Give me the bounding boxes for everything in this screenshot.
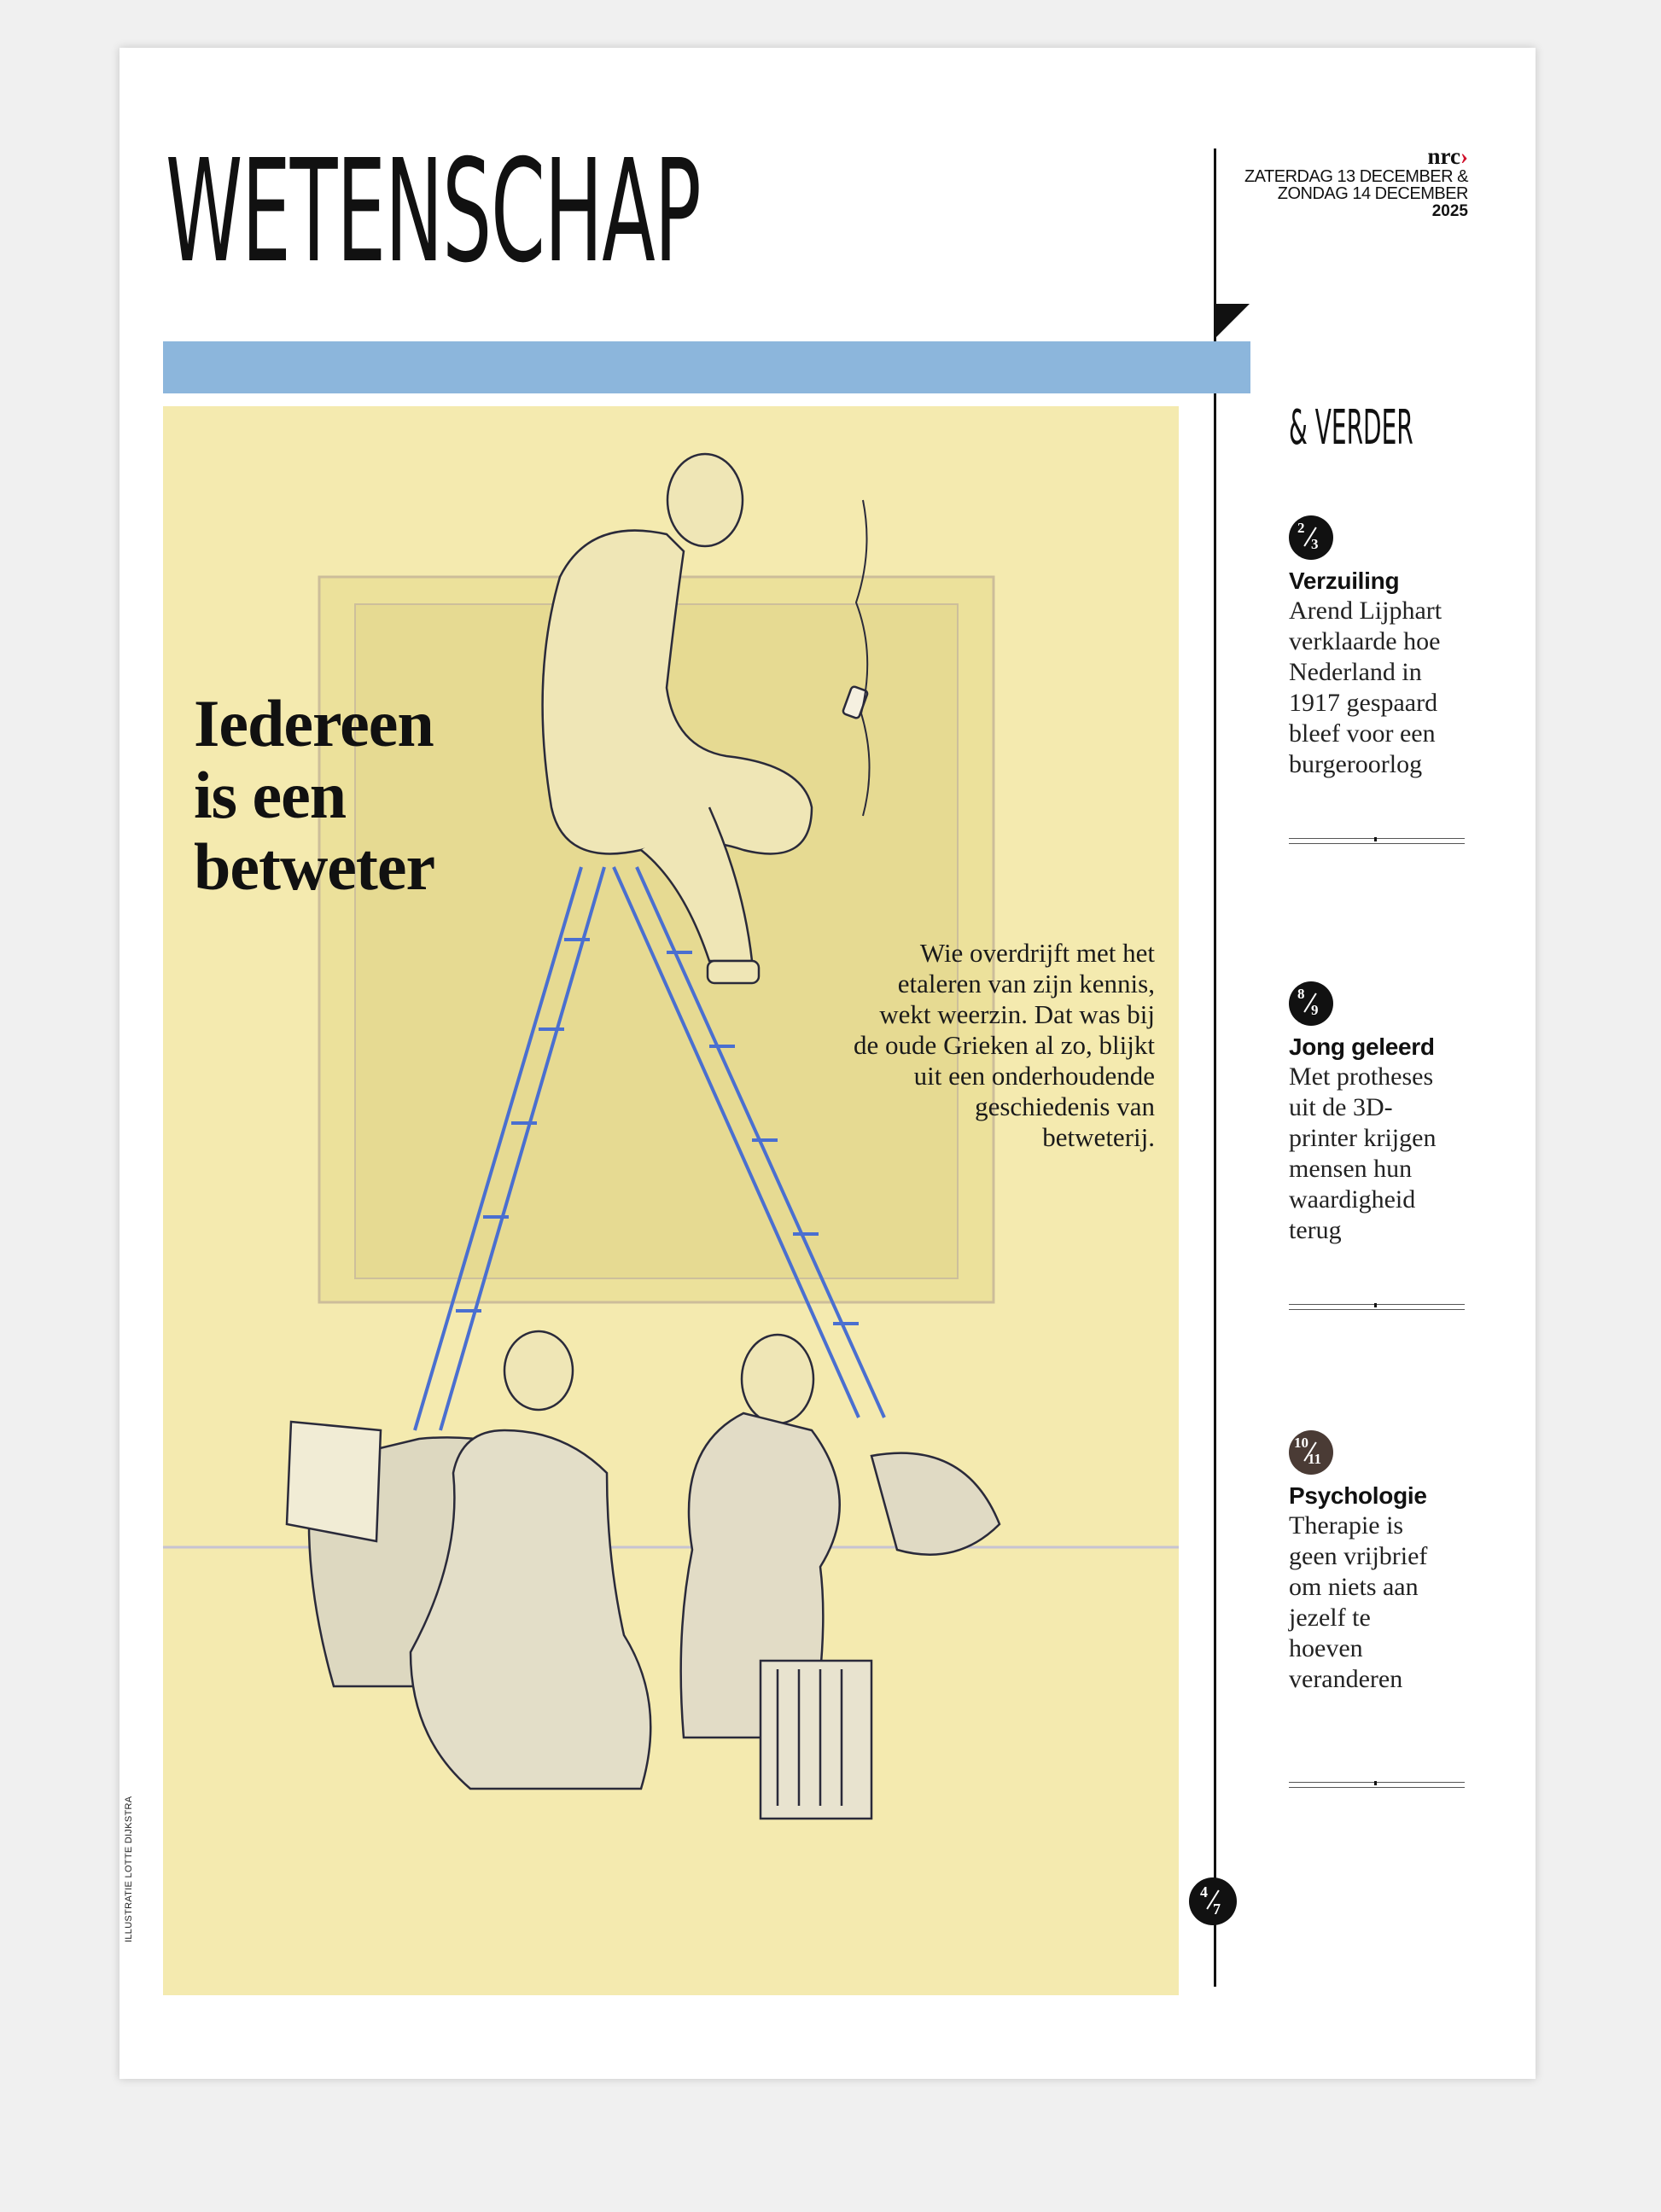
illustration-credit: ILLUSTRATIE LOTTE DIJKSTRA	[124, 1796, 134, 1942]
page-ref-den: 7	[1213, 1901, 1221, 1918]
teaser-kicker: Verzuiling	[1289, 568, 1400, 594]
desc-line: terug	[1289, 1216, 1342, 1244]
teaser-jong-geleerd[interactable]	[1289, 981, 1468, 1246]
desc-line: Therapie is	[1289, 1511, 1404, 1540]
intro-line: etaleren van zijn kennis,	[897, 969, 1155, 998]
desc-line: hoeven	[1289, 1634, 1363, 1662]
desc-line: bleef voor een	[1289, 719, 1436, 748]
chevron-right-icon: ›	[1460, 143, 1468, 169]
teaser-kicker: Jong geleerd	[1289, 1033, 1435, 1060]
desc-line: om niets aan	[1289, 1573, 1419, 1601]
newspaper-page	[119, 48, 1536, 2079]
headline-line: Iedereen	[194, 686, 434, 760]
desc-line: waardigheid	[1289, 1185, 1416, 1214]
intro-line: geschiedenis van	[975, 1091, 1155, 1121]
article-headline	[194, 688, 434, 903]
section-color-bar	[163, 341, 1250, 393]
desc-line: Nederland in	[1289, 658, 1422, 686]
headline-line: betweter	[194, 830, 435, 904]
page-badge	[1289, 1430, 1333, 1475]
badge-den: 11	[1308, 1451, 1322, 1467]
issue-date-line-2: ZONDAG 14 DECEMBER	[1277, 184, 1468, 203]
badge-den: 3	[1311, 536, 1319, 552]
desc-line: jezelf te	[1289, 1604, 1371, 1632]
desc-line: verklaarde hoe	[1289, 627, 1441, 655]
intro-line: uit een onderhoudende	[913, 1061, 1155, 1091]
intro-line: Wie overdrijft met het	[919, 938, 1155, 968]
desc-line: burgeroorlog	[1289, 750, 1423, 778]
badge-den: 9	[1311, 1002, 1319, 1018]
intro-line: wekt weerzin. Dat was bij	[879, 999, 1155, 1029]
nrc-logo: nrc›	[1427, 143, 1468, 169]
teaser-verzuiling[interactable]	[1289, 515, 1468, 780]
intro-line: de oude Grieken al zo, blijkt	[854, 1030, 1155, 1060]
teaser-psychologie[interactable]	[1289, 1430, 1468, 1695]
page-badge	[1289, 515, 1333, 560]
illustration	[163, 406, 1179, 1995]
sidebar-heading: & VERDER	[1289, 400, 1413, 456]
section-title: WETENSCHAP	[166, 130, 701, 294]
teaser-divider	[1289, 1304, 1465, 1310]
issue-date-line-1: ZATERDAG 13 DECEMBER &	[1244, 167, 1468, 186]
column-divider	[1214, 148, 1216, 1987]
desc-line: geen vrijbrief	[1289, 1542, 1428, 1570]
badge-num: 2	[1297, 520, 1305, 536]
desc-line: mensen hun	[1289, 1155, 1413, 1183]
badge-num: 8	[1297, 986, 1305, 1002]
teaser-description	[1289, 1511, 1468, 1695]
intro-line: betweterij.	[1042, 1122, 1155, 1152]
page-ref-num: 4	[1200, 1883, 1208, 1901]
headline-line: is een	[194, 758, 347, 832]
desc-line: 1917 gespaard	[1289, 689, 1438, 717]
figure-philosopher	[681, 1335, 1000, 1819]
issue-year: 2025	[1431, 202, 1468, 220]
desc-line: Arend Lijphart	[1289, 597, 1442, 625]
badge-num: 10	[1294, 1435, 1308, 1451]
desc-line: veranderen	[1289, 1665, 1403, 1693]
page-reference-badge[interactable]	[1189, 1877, 1237, 1925]
masthead	[1244, 145, 1468, 221]
desc-line: Met protheses	[1289, 1062, 1434, 1091]
teaser-description	[1289, 1062, 1468, 1246]
hero-illustration-panel	[124, 406, 1179, 1995]
teaser-description	[1289, 596, 1468, 780]
teaser-divider	[1289, 838, 1465, 844]
page-badge	[1289, 981, 1333, 1026]
figure-reading-woman	[287, 1331, 650, 1789]
desc-line: uit de 3D-	[1289, 1093, 1393, 1121]
corner-triangle	[1215, 304, 1250, 338]
teaser-kicker: Psychologie	[1289, 1482, 1427, 1509]
teaser-divider	[1289, 1782, 1465, 1788]
desc-line: printer krijgen	[1289, 1124, 1437, 1152]
article-intro	[796, 938, 1155, 1153]
